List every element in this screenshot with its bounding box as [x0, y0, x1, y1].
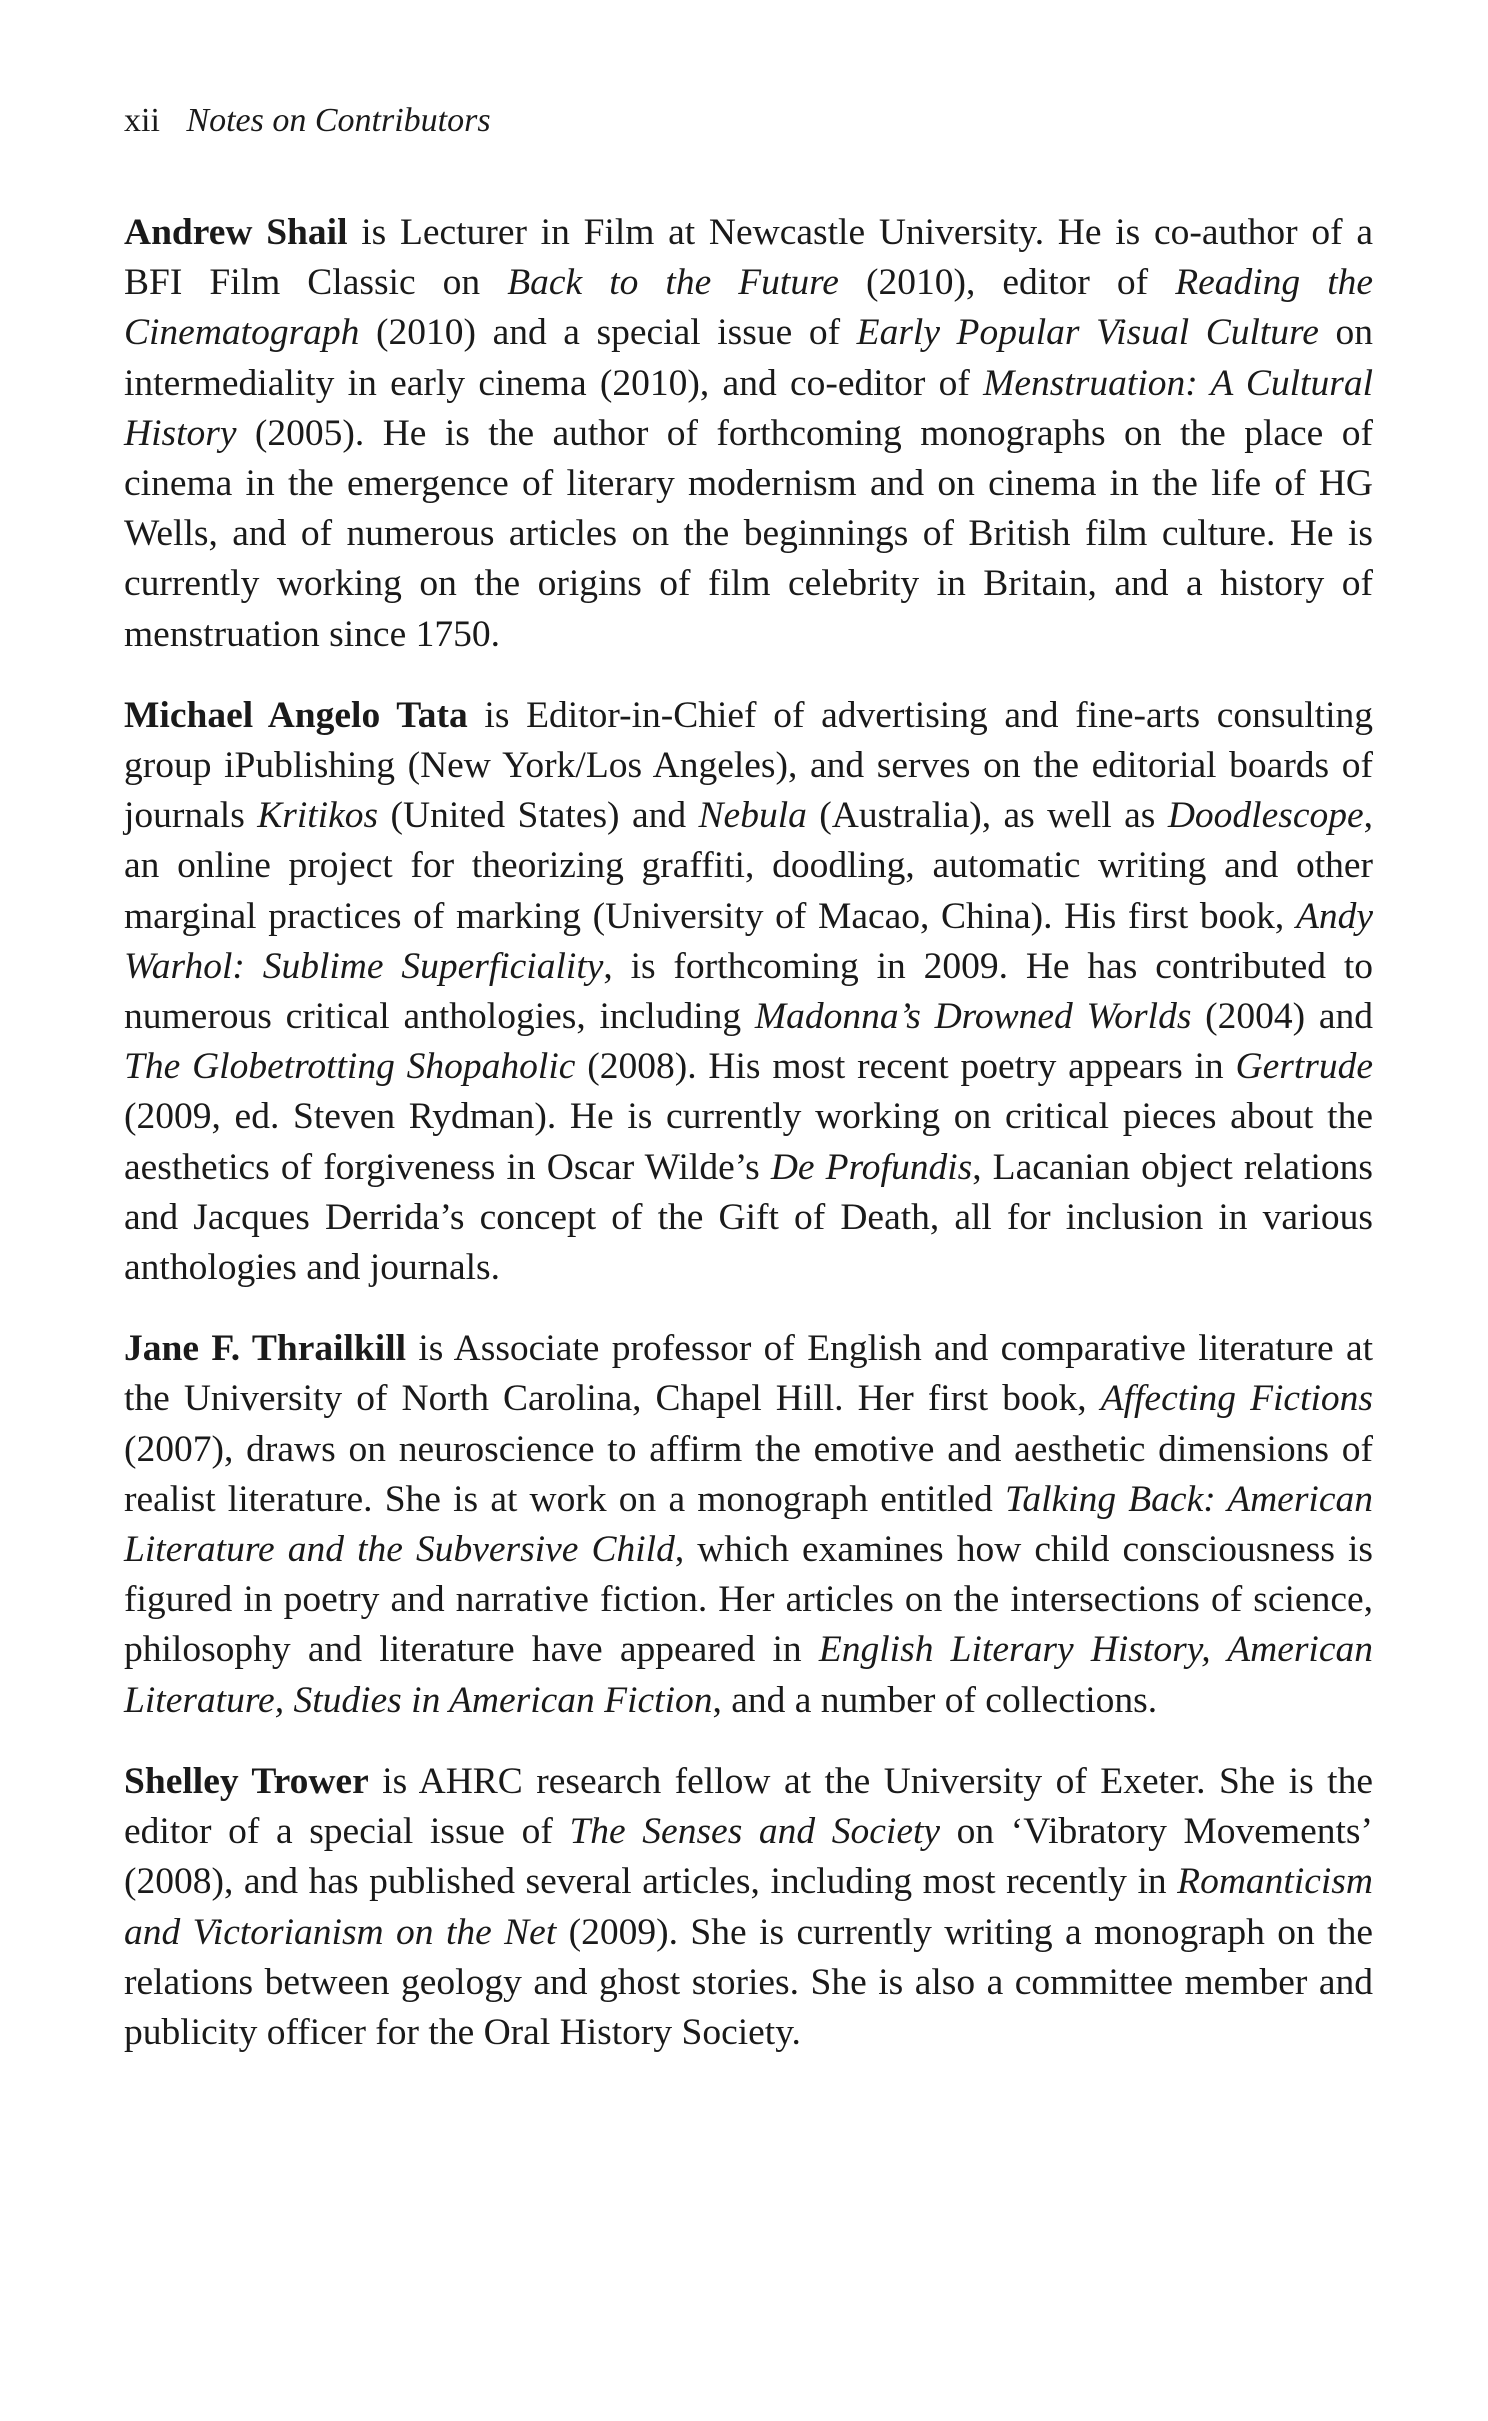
bio-title: Madonna’s Drowned Worlds	[754, 996, 1192, 1038]
bio-text: (2008). His most recent poetry appears in	[575, 1046, 1236, 1088]
bio-title: Gertrude	[1235, 1046, 1373, 1088]
bio-title: Affecting Fictions	[1100, 1378, 1373, 1420]
contributor-name: Andrew Shail	[124, 212, 348, 253]
contributor-name: Shelley Trower	[124, 1760, 369, 1802]
bio-title: Nebula	[698, 795, 807, 837]
bio-title: Andy Warhol: Sublime Superficiality	[124, 895, 1373, 987]
bio-text: (United States) and	[378, 795, 699, 837]
bio-title: Talking Back: American Literature and the Subversive Child	[124, 1478, 1373, 1571]
bio-text: (2009, ed. Steven Rydman). He is currently working on critical pieces about the aesthetics of forgiveness in Oscar Wilde’s	[124, 1096, 1373, 1188]
contributor-name: Jane F. Thrailkill	[124, 1328, 407, 1370]
contributor-entry	[124, 691, 1373, 1293]
bio-text: , an online project for theorizing graffiti, doodling, automatic writing and other marginal practices of marking (University of Macao, China). His first book,	[124, 795, 1373, 937]
bio-text: (2010), editor of	[838, 262, 1176, 304]
bio-text: on ‘Vibratory Movements’ (2008), and has published several articles, including most recently in	[124, 1811, 1374, 1903]
bio-text: (2010) and a special issue of	[359, 312, 857, 354]
bio-text: is AHRC research fellow at the University of Exeter. She is the editor of a special issue of	[124, 1760, 1373, 1853]
bio-title: Doodlescope	[1167, 795, 1364, 837]
running-title: Notes on Contributors	[186, 102, 491, 139]
bio-text: , Lacanian object relations and Jacques Derrida’s concept of the Gift of Death, all for inclusion in various anthologies and journals.	[124, 1146, 1374, 1289]
contributors-list	[124, 208, 1373, 2089]
bio-text: (Australia), as well as	[806, 795, 1168, 837]
bio-text: is Editor-in-Chief of advertising and fine-arts consulting group iPublishing (New York/Los Angeles), and serves on the editorial boards of journals	[124, 694, 1374, 837]
page-number: xii	[124, 102, 160, 139]
bio-title: The Senses and Society	[569, 1811, 941, 1853]
bio-text: , which examines how child consciousness is figured in poetry and narrative fiction. Her articles on the intersections of science, philosophy and literature have appeared in	[124, 1529, 1374, 1671]
bio-text: (2005). He is the author of forthcoming monographs on the place of cinema in the emergence of literary modernism and on cinema in the life of HG Wells, and of numerous articles on the beginnings of British film culture. He is currently working on the origins of film celebrity in Britain, and a history of menstruation since 1750.	[124, 412, 1373, 655]
contributor-entry	[124, 1324, 1373, 1726]
bio-title: English Literary History, American Literature, Studies in American Fiction	[124, 1629, 1373, 1721]
bio-text: (2007), draws on neuroscience to affirm the emotive and aesthetic dimensions of realist literature. She is at work on a monograph entitled	[124, 1428, 1373, 1520]
contributor-name: Michael Angelo Tata	[124, 694, 468, 736]
bio-text: is Lecturer in Film at Newcastle University. He is co-author of a BFI Film Classic on	[124, 212, 1373, 304]
bio-text: is Associate professor of English and comparative literature at the University of North Carolina, Chapel Hill. Her first book,	[124, 1328, 1374, 1420]
bio-text: (2004) and	[1191, 996, 1374, 1038]
bio-text: on intermediality in early cinema (2010), and co-editor of	[124, 312, 1373, 404]
contributor-entry	[124, 1757, 1373, 2058]
running-head	[124, 104, 491, 138]
bio-title: Romanticism and Victorianism on the Net	[124, 1861, 1373, 1953]
bio-title: Back to the Future	[507, 262, 839, 304]
bio-title: Kritikos	[257, 795, 379, 837]
bio-text: , is forthcoming in 2009. He has contributed to numerous critical anthologies, including	[124, 945, 1373, 1038]
bio-title: Menstruation: A Cultural History	[124, 362, 1373, 454]
contributor-entry	[124, 208, 1373, 660]
bio-title: Reading the Cinematograph	[124, 262, 1374, 354]
bio-title: Early Popular Visual Culture	[856, 312, 1319, 354]
bio-text: , and a number of collections.	[712, 1679, 1158, 1721]
bio-title: De Profundis	[770, 1146, 973, 1188]
bio-title: The Globetrotting Shopaholic	[124, 1046, 576, 1088]
bio-text: (2009). She is currently writing a monograph on the relations between geology and ghost stories. She is also a committee member and publicity officer for the Oral History Society.	[124, 1911, 1373, 2053]
